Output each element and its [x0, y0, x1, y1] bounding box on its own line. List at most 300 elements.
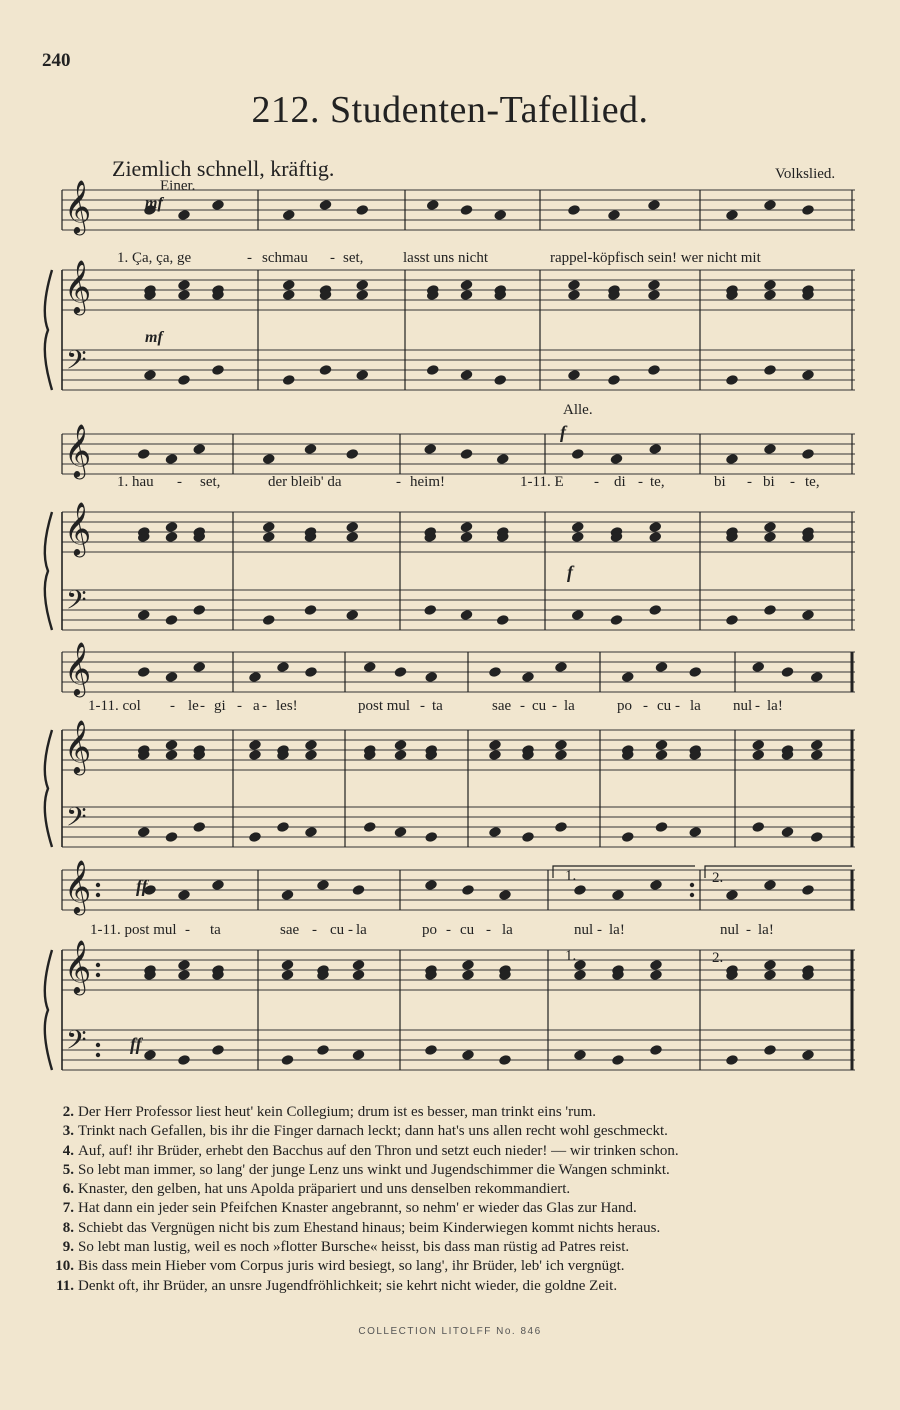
repeat-dot [96, 1043, 100, 1047]
lyric-syllable: - [420, 698, 425, 714]
note-head [138, 610, 150, 621]
note-head [649, 444, 661, 455]
dynamic-mf: mf [145, 195, 163, 212]
note-head [212, 880, 224, 891]
note-head [802, 205, 814, 216]
bass-clef-icon: 𝄢 [66, 1025, 87, 1061]
note-head [752, 822, 764, 833]
dynamic-f: f [560, 422, 566, 442]
ending-2: 2. [712, 950, 724, 966]
lyric-syllable: cu [657, 698, 672, 714]
note-head [655, 740, 667, 751]
note-head [572, 522, 584, 533]
repeat-dot [96, 973, 100, 977]
treble-clef-icon: 𝄞 [64, 721, 92, 772]
note-head [212, 1045, 224, 1056]
note-head [781, 667, 793, 678]
lyric-syllable: - [790, 474, 795, 490]
note-head [178, 970, 190, 981]
note-head [489, 667, 501, 678]
note-head [394, 750, 406, 761]
verse-line [50, 1238, 870, 1257]
note-head [460, 205, 472, 216]
treble-clef-icon: 𝄞 [64, 643, 92, 694]
verse-line [50, 1161, 870, 1180]
note-head [283, 290, 295, 301]
lyric-syllable: ta [432, 698, 443, 714]
note-head [346, 449, 358, 460]
note-head [281, 970, 293, 981]
lyric-syllable: 1. Ça, ça, ge [117, 250, 192, 266]
repeat-dot [96, 883, 100, 887]
lyric-syllable: - [185, 922, 190, 938]
lyric-syllable: - [446, 922, 451, 938]
note-head [178, 1055, 190, 1066]
note-head [608, 210, 620, 221]
repeat-dot [690, 883, 694, 887]
verse-number: 11. [56, 1277, 74, 1294]
lyric-syllable: heim! [410, 474, 445, 490]
lyric-syllable: 1-11. E [520, 474, 564, 490]
note-head [489, 750, 501, 761]
note-head [460, 610, 472, 621]
lyric-syllable: - [396, 474, 401, 490]
note-head [568, 205, 580, 216]
note-head [165, 672, 177, 683]
verse-number: 6. [62, 1181, 74, 1198]
note-head [462, 1050, 474, 1061]
brace-icon [45, 270, 52, 390]
note-head [394, 740, 406, 751]
note-head [356, 205, 368, 216]
lyric-syllable: - [177, 474, 182, 490]
note-head [689, 827, 701, 838]
note-head [572, 449, 584, 460]
note-head [352, 960, 364, 971]
note-head [317, 1045, 329, 1056]
lyric-syllable: lasst uns nicht [403, 250, 488, 266]
lyric-syllable: a [253, 698, 260, 714]
note-head [610, 454, 622, 465]
note-head [568, 370, 580, 381]
lyric-syllable: gi [214, 698, 226, 714]
lyric-syllable: post mul [358, 698, 411, 714]
note-head [726, 454, 738, 465]
lyric-syllable: ta [210, 922, 221, 938]
note-head [648, 280, 660, 291]
note-head [802, 1050, 814, 1061]
note-head [764, 960, 776, 971]
lyric-syllable: - [330, 250, 335, 266]
note-head [689, 667, 701, 678]
lyric-syllable: le [188, 698, 199, 714]
note-head [305, 667, 317, 678]
note-head [317, 880, 329, 891]
note-head [352, 970, 364, 981]
note-head [281, 890, 293, 901]
treble-clef-icon: 𝄞 [64, 861, 92, 912]
note-head [249, 832, 261, 843]
lyric-syllable: la [564, 698, 575, 714]
note-head [283, 375, 295, 386]
lyric-syllable: - [552, 698, 557, 714]
ending-2: 2. [712, 870, 724, 886]
note-head [497, 615, 509, 626]
lyric-syllable: la [690, 698, 701, 714]
verse-line [50, 1257, 870, 1276]
note-head [424, 444, 436, 455]
note-head [263, 522, 275, 533]
lyric-syllable: po [617, 698, 632, 714]
verse-text: Der Herr Professor liest heut' kein Collegium; drum ist es besser, man trinkt eins 'rum. [78, 1104, 597, 1120]
note-head [394, 667, 406, 678]
verse-text: Trinkt nach Gefallen, bis ihr die Finger darnach leckt; dann hat's uns allen recht wohl geschmeckt. [78, 1123, 668, 1140]
note-head [568, 290, 580, 301]
composer-credit: Volkslied. [775, 166, 836, 182]
note-head [212, 200, 224, 211]
lyric-syllable: - [520, 698, 525, 714]
note-head [811, 750, 823, 761]
lyric-syllable: 1-11. post mul [90, 922, 177, 938]
verse-text: Auf, auf! ihr Brüder, erhebt den Bacchus auf den Thron und setzt euch nieder! — wir trinken schon. [78, 1142, 679, 1159]
note-head [144, 1050, 156, 1061]
lyric-syllable: der bleib' da [268, 474, 342, 490]
verse-line [50, 1122, 870, 1141]
repeat-dot [96, 1053, 100, 1057]
note-head [281, 960, 293, 971]
verse-line [50, 1142, 870, 1161]
note-head [138, 449, 150, 460]
verse-text: Knaster, den gelben, hat uns Apolda präpariert und uns denselben rekommandiert. [78, 1181, 571, 1198]
verse-text: Schiebt das Vergnügen nicht bis zum Ehestand hinaus; beim Kinderwiegen kommt nichts heraus. [78, 1219, 661, 1236]
note-head [165, 832, 177, 843]
verse-line [50, 1103, 870, 1122]
note-head [764, 1045, 776, 1056]
note-head [802, 449, 814, 460]
note-head [319, 200, 331, 211]
note-head [649, 605, 661, 616]
lyric-syllable: - [262, 698, 267, 714]
lyric-syllable: bi [763, 474, 775, 490]
treble-clef-icon: 𝄞 [64, 181, 92, 232]
note-head [648, 290, 660, 301]
verse-text: Hat dann ein jeder sein Pfeifchen Knaster angebrannt, so nehm' er wieder das Glas zur Hand. [78, 1200, 637, 1217]
note-head [193, 444, 205, 455]
note-head [574, 1050, 586, 1061]
note-head [305, 750, 317, 761]
note-head [424, 605, 436, 616]
lyric-syllable: - [486, 922, 491, 938]
note-head [649, 532, 661, 543]
note-head [497, 454, 509, 465]
note-head [425, 1045, 437, 1056]
lyric-syllable: nul [574, 922, 594, 938]
lyric-syllable: sae [492, 698, 512, 714]
bass-clef-icon: 𝄢 [66, 585, 87, 621]
note-head [555, 662, 567, 673]
note-head [356, 370, 368, 381]
note-head [352, 1050, 364, 1061]
lyric-syllable: - [643, 698, 648, 714]
note-head [144, 370, 156, 381]
note-head [249, 672, 261, 683]
lyric-syllable: - [597, 922, 602, 938]
note-head [781, 827, 793, 838]
solo-label: Einer. [160, 178, 196, 194]
note-head [572, 610, 584, 621]
note-head [356, 280, 368, 291]
lyric-syllable: - [638, 474, 643, 490]
lyric-syllable: schmau [262, 250, 308, 266]
note-head [460, 532, 472, 543]
note-head [178, 280, 190, 291]
note-head [802, 885, 814, 896]
note-head [283, 280, 295, 291]
lyric-syllable: - [747, 474, 752, 490]
note-head [249, 740, 261, 751]
note-head [574, 970, 586, 981]
lyric-syllable: set, [200, 474, 221, 490]
note-head [394, 827, 406, 838]
note-head [165, 615, 177, 626]
note-head [460, 522, 472, 533]
note-head [165, 750, 177, 761]
note-head [178, 960, 190, 971]
note-head [522, 672, 534, 683]
note-head [612, 890, 624, 901]
lyric-syllable: - [675, 698, 680, 714]
note-head [764, 880, 776, 891]
bass-clef-icon: 𝄢 [66, 345, 87, 381]
note-head [612, 1055, 624, 1066]
note-head [356, 290, 368, 301]
lyric-syllable: - [312, 922, 317, 938]
note-head [305, 827, 317, 838]
dynamic-mf: mf [145, 329, 163, 346]
ending-1: 1. [565, 948, 577, 964]
note-head [499, 890, 511, 901]
note-head [346, 610, 358, 621]
note-head [494, 375, 506, 386]
note-head [555, 822, 567, 833]
note-head [802, 370, 814, 381]
dynamic-f: f [567, 562, 573, 582]
lyric-syllable: les! [276, 698, 298, 714]
lyric-syllable: - [594, 474, 599, 490]
verse-list [50, 1103, 870, 1296]
note-head [212, 365, 224, 376]
note-head [752, 662, 764, 673]
note-head [622, 832, 634, 843]
note-head [277, 822, 289, 833]
verse-line [50, 1219, 870, 1238]
note-head [648, 200, 660, 211]
lyric-syllable: nul [720, 922, 740, 938]
verse-number: 3. [62, 1123, 74, 1140]
note-head [460, 280, 472, 291]
note-head [263, 454, 275, 465]
treble-clef-icon: 𝄞 [64, 261, 92, 312]
note-head [425, 672, 437, 683]
note-head [425, 880, 437, 891]
verse-text: So lebt man lustig, weil es noch »flotter Bursche« heisst, bis dass man rüstig ad Patres reist. [78, 1239, 630, 1256]
treble-clef-icon: 𝄞 [64, 425, 92, 476]
note-head [764, 970, 776, 981]
lyric-syllable: la! [758, 922, 774, 938]
lyric-syllable: po [422, 922, 437, 938]
lyric-syllable: - [170, 698, 175, 714]
note-head [568, 280, 580, 291]
verse-line [50, 1180, 870, 1199]
note-head [364, 822, 376, 833]
note-head [165, 740, 177, 751]
note-head [752, 740, 764, 751]
verse-text: Denkt oft, ihr Brüder, an unsre Jugendfröhlichkeit; sie kehrt nicht wieder, die goldne Zeit. [78, 1277, 618, 1294]
note-head [648, 365, 660, 376]
note-head [522, 832, 534, 843]
lyric-syllable: te, [805, 474, 820, 490]
verse-number: 4. [62, 1142, 74, 1159]
lyric-syllable: - [237, 698, 242, 714]
note-head [764, 365, 776, 376]
note-head [425, 832, 437, 843]
note-head [304, 444, 316, 455]
note-head [427, 200, 439, 211]
note-head [346, 522, 358, 533]
lyric-syllable: rappel-köpfisch sein! wer nicht mit [550, 250, 761, 266]
note-head [752, 750, 764, 761]
note-head [655, 822, 667, 833]
note-head [460, 370, 472, 381]
dynamic-ff: ff [130, 1034, 142, 1054]
verse-number: 5. [62, 1161, 74, 1178]
page-title: 212. Studenten-Tafellied. [251, 89, 649, 131]
note-head [178, 210, 190, 221]
bass-clef-icon: 𝄢 [66, 802, 87, 838]
note-head [165, 522, 177, 533]
treble-clef-icon: 𝄞 [64, 941, 92, 992]
note-head [249, 750, 261, 761]
lyric-syllable: - [348, 922, 353, 938]
note-head [178, 290, 190, 301]
note-head [304, 605, 316, 616]
verse-number: 8. [62, 1219, 74, 1236]
note-head [460, 449, 472, 460]
note-head [764, 200, 776, 211]
lyric-syllable: cu [532, 698, 547, 714]
note-head [574, 885, 586, 896]
note-head [499, 1055, 511, 1066]
note-head [427, 365, 439, 376]
note-head [364, 662, 376, 673]
note-head [263, 615, 275, 626]
repeat-dot [96, 963, 100, 967]
lyric-syllable: cu [460, 922, 475, 938]
page-number: 240 [42, 50, 71, 71]
lyric-syllable: la [356, 922, 367, 938]
tempo-marking: Ziemlich schnell, kräftig. [112, 156, 335, 181]
lyric-syllable: te, [650, 474, 665, 490]
lyric-syllable: bi [714, 474, 726, 490]
note-head [193, 605, 205, 616]
note-head [193, 662, 205, 673]
note-head [462, 960, 474, 971]
note-head [726, 1055, 738, 1066]
note-head [489, 827, 501, 838]
ending-bracket [705, 866, 852, 878]
note-head [610, 615, 622, 626]
brace-icon [45, 950, 52, 1070]
note-head [726, 210, 738, 221]
note-head [138, 667, 150, 678]
verse-text: Bis dass mein Hieber vom Corpus juris wird besiegt, so lang', ihr Brüder, leb' ich vergnügt. [78, 1258, 625, 1275]
note-head [650, 960, 662, 971]
note-head [811, 672, 823, 683]
note-head [460, 290, 472, 301]
lyric-syllable: la! [609, 922, 625, 938]
note-head [319, 365, 331, 376]
ending-1: 1. [565, 868, 577, 884]
verse-number: 10. [55, 1258, 74, 1275]
publisher-footer: COLLECTION LITOLFF No. 846 [358, 1326, 542, 1337]
note-head [764, 605, 776, 616]
lyric-syllable: set, [343, 250, 364, 266]
note-head [650, 1045, 662, 1056]
note-head [726, 890, 738, 901]
note-head [489, 740, 501, 751]
note-head [281, 1055, 293, 1066]
note-head [764, 280, 776, 291]
note-head [462, 885, 474, 896]
note-head [764, 444, 776, 455]
note-head [277, 662, 289, 673]
note-head [283, 210, 295, 221]
note-head [726, 615, 738, 626]
repeat-dot [690, 893, 694, 897]
note-head [555, 740, 567, 751]
note-head [655, 750, 667, 761]
treble-clef-icon: 𝄞 [64, 503, 92, 554]
note-head [346, 532, 358, 543]
note-head [555, 750, 567, 761]
lyric-syllable: la [502, 922, 513, 938]
lyric-syllable: - [746, 922, 751, 938]
chorus-label: Alle. [563, 402, 593, 418]
note-head [650, 880, 662, 891]
lyric-syllable: 1-11. col [88, 698, 141, 714]
note-head [138, 827, 150, 838]
note-head [494, 210, 506, 221]
lyric-syllable: sae [280, 922, 300, 938]
note-head [572, 532, 584, 543]
lyric-syllable: - [200, 698, 205, 714]
note-head [650, 970, 662, 981]
note-head [193, 822, 205, 833]
verse-number: 7. [62, 1200, 74, 1217]
verse-line [50, 1277, 870, 1296]
note-head [764, 290, 776, 301]
verse-number: 2. [62, 1104, 74, 1120]
note-head [655, 662, 667, 673]
note-head [165, 532, 177, 543]
note-head [352, 885, 364, 896]
note-head [726, 375, 738, 386]
verse-number: 9. [62, 1239, 74, 1256]
lyric-syllable: la! [767, 698, 783, 714]
lyric-syllable: nul [733, 698, 753, 714]
note-head [622, 672, 634, 683]
brace-icon [45, 730, 52, 847]
